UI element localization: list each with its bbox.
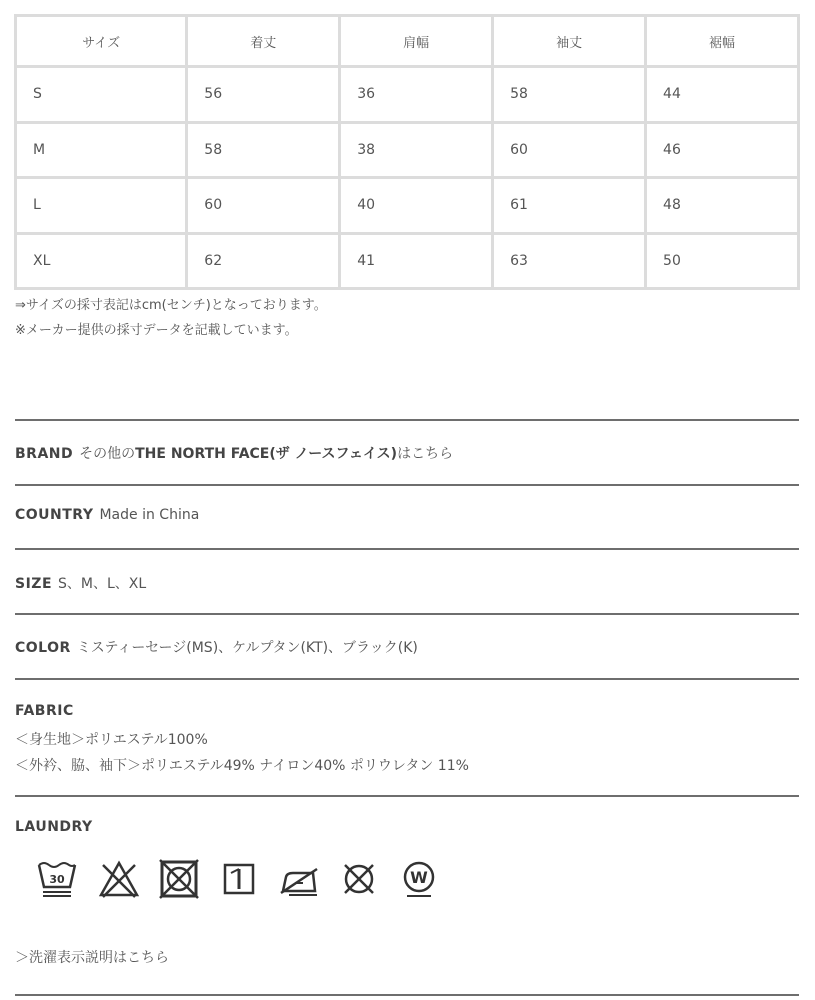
wet-clean-text: W [410,868,428,887]
divider [15,419,799,421]
header-length: 着丈 [188,17,338,65]
table-cell: L [17,179,185,232]
wet-clean-icon [397,857,441,901]
note-unit: ⇒サイズの採寸表記はcm(センチ)となっております。 [15,298,327,313]
divider [15,548,799,550]
table-cell: 58 [188,124,338,177]
header-hem: 裾幅 [647,17,797,65]
divider [15,678,799,680]
header-size: サイズ [17,17,185,65]
brand-prefix: その他の [79,446,136,462]
table-cell: 46 [647,124,797,177]
country-row [15,507,199,523]
table-cell: S [17,68,185,121]
table-cell: 44 [647,68,797,121]
table-cell: XL [17,235,185,288]
header-shoulder: 肩幅 [341,17,491,65]
laundry-guide-link[interactable]: ＞洗濯表示説明はこちら [15,950,169,966]
country-value: Made in China [99,507,200,523]
table-cell: 38 [341,124,491,177]
table-cell: 50 [647,235,797,288]
fabric-line-body: ＜身生地＞ポリエステル100% [15,732,208,748]
size-table-header [17,17,797,65]
no-tumble-dry-icon [157,857,201,901]
divider [15,795,799,797]
color-label: COLOR [15,640,71,656]
divider [15,994,799,996]
brand-link[interactable]: THE NORTH FACE(ザ ノースフェイス) [135,446,398,462]
table-cell: 48 [647,179,797,232]
no-bleach-icon [97,857,141,901]
laundry-label: LAUNDRY [15,819,93,835]
fabric-heading [15,703,80,719]
country-label: COUNTRY [15,507,94,523]
table-row [17,68,797,121]
brand-suffix[interactable]: はこちら [397,446,454,462]
table-cell: 61 [494,179,644,232]
color-value: ミスティーセージ(MS)、ケルプタン(KT)、ブラック(K) [76,640,418,656]
table-row [17,179,797,232]
fabric-line-trim: ＜外衿、脇、袖下＞ポリエステル49% ナイロン40% ポリウレタン 11% [15,758,469,774]
divider [15,613,799,615]
table-row [17,235,797,288]
header-sleeve: 袖丈 [494,17,644,65]
line-dry-icon [217,857,261,901]
laundry-heading [15,819,99,835]
note-source: ※メーカー提供の採寸データを記載しています。 [15,323,298,338]
table-cell: 58 [494,68,644,121]
table-cell: M [17,124,185,177]
size-notes [15,293,327,343]
wash-temp-text: 30 [49,873,65,886]
divider [15,484,799,486]
size-label: SIZE [15,576,53,592]
table-cell: 40 [341,179,491,232]
table-cell: 63 [494,235,644,288]
iron-low-no-steam-icon [277,857,321,901]
table-cell: 60 [188,179,338,232]
no-dry-clean-icon [337,857,381,901]
wash-30-icon [35,857,79,901]
size-table [14,14,800,290]
table-cell: 60 [494,124,644,177]
table-cell: 56 [188,68,338,121]
table-cell: 36 [341,68,491,121]
brand-row [15,443,453,463]
size-row [15,573,146,593]
table-row [17,124,797,177]
fabric-label: FABRIC [15,703,74,719]
table-cell: 41 [341,235,491,288]
color-row [15,637,418,657]
brand-label: BRAND [15,446,74,462]
table-cell: 62 [188,235,338,288]
size-value: S、M、L、XL [58,576,147,592]
